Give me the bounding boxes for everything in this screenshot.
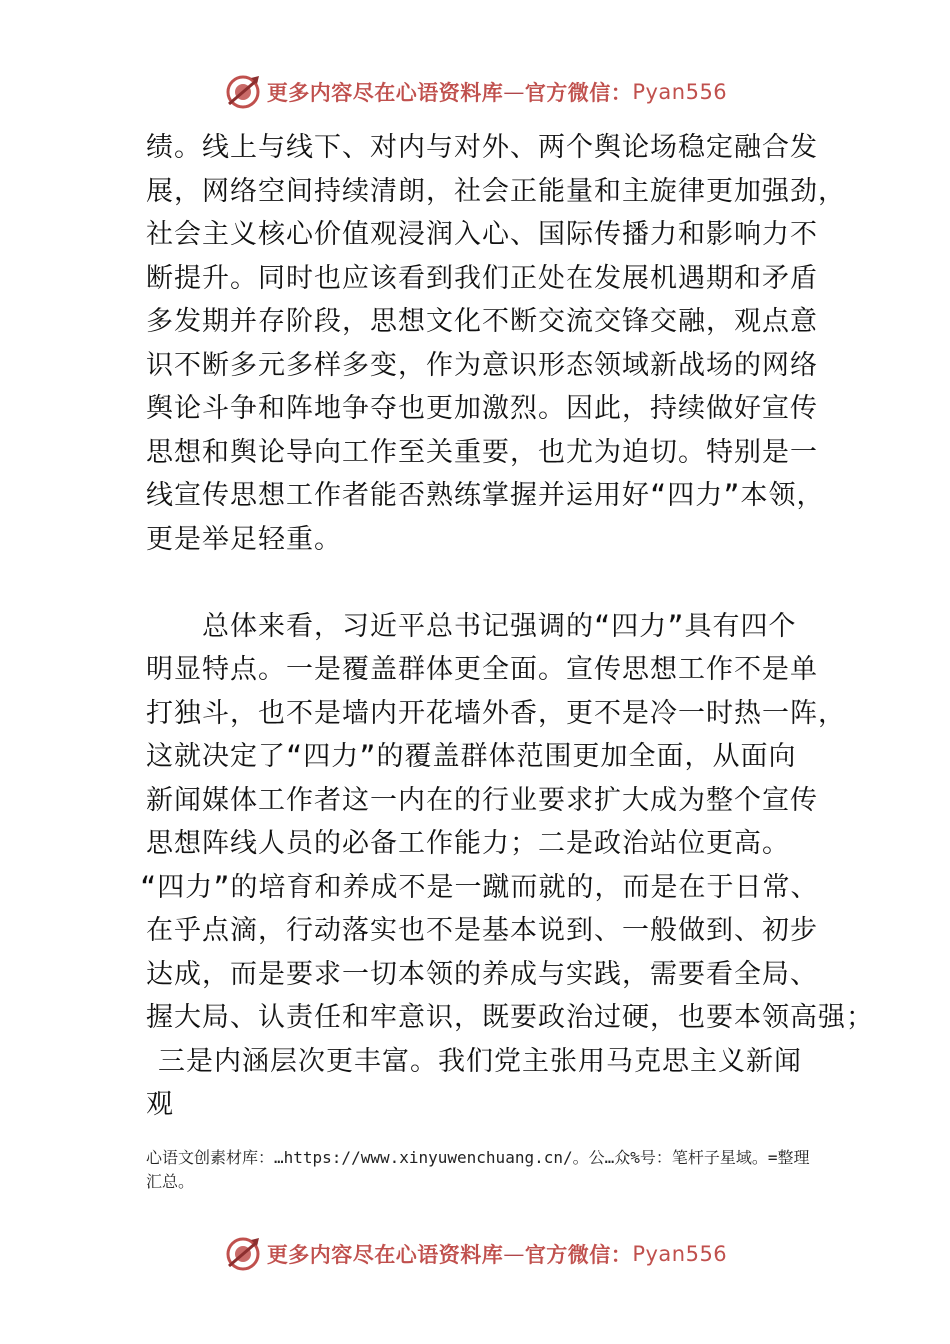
- paragraph-gap: [146, 561, 846, 605]
- paragraph-line: 线宣传思想工作者能否熟练掌握并运用好“四力”本领，: [146, 480, 825, 511]
- footnote-line: 心语文创素材库：…https://www.xinyuwenchuang.cn/。公…众%号：笔杆子星域。=整理: [146, 1148, 810, 1167]
- wechat-label: 官方微信：: [524, 80, 633, 105]
- paragraph-line: 这就决定了“四力”的覆盖群体范围更加全面，从面向: [146, 741, 797, 772]
- paragraph-line: 断提升。同时也应该看到我们正处在发展机遇期和矛盾: [146, 262, 818, 294]
- footer-banner: [0, 1232, 950, 1276]
- paragraph-line: 打独斗，也不是墙内开花墙外香，更不是冷一时热一阵，: [146, 697, 846, 729]
- document-body: [140, 126, 874, 1127]
- paragraph-line: 社会主义核心价值观浸润入心、国际传播力和影响力不: [146, 219, 818, 250]
- footnote-line: 汇总。: [146, 1172, 195, 1191]
- header-banner: [0, 70, 950, 114]
- paragraph-line: 在乎点滴，行动落实也不是基本说到、一般做到、初步: [146, 915, 818, 946]
- paragraph-line: 舆论斗争和阵地争夺也更加激烈。因此，持续做好宣传: [146, 393, 818, 424]
- banner-separator: —: [503, 1242, 525, 1266]
- paragraph-line: 识不断多元多样多变，作为意识形态领域新战场的网络: [146, 349, 818, 381]
- logo-icon: [223, 72, 263, 112]
- wechat-id: Pyan556: [632, 1242, 728, 1266]
- logo-icon: [223, 1234, 263, 1274]
- banner-separator: —: [503, 80, 525, 104]
- paragraph-line: 观: [146, 1089, 174, 1120]
- paragraph-line: 绩。线上与线下、对内与对外、两个舆论场稳定融合发: [146, 132, 818, 163]
- paragraph-line: 思想和舆论导向工作至关重要，也尤为迫切。特别是一: [146, 436, 818, 468]
- wechat-id: Pyan556: [632, 80, 728, 104]
- source-footnote: [146, 1146, 846, 1194]
- paragraph-line: 明显特点。一是覆盖群体更全面。宣传思想工作不是单: [146, 654, 818, 685]
- paragraph-line: 三是内涵层次更丰富。我们党主张用马克思主义新闻: [158, 1045, 802, 1077]
- paragraph-line: 总体来看，习近平总书记强调的“四力”具有四个: [202, 610, 797, 642]
- paragraph-line: 达成，而是要求一切本领的养成与实践，需要看全局、: [146, 958, 818, 990]
- paragraph-line: 新闻媒体工作者这一内在的行业要求扩大成为整个宣传: [146, 784, 818, 816]
- paragraph-line: 握大局、认责任和牢意识，既要政治过硬，也要本领高强；: [146, 1002, 874, 1033]
- paragraph-line: 展，网络空间持续清朗，社会正能量和主旋律更加强劲，: [146, 175, 846, 207]
- wechat-label: 官方微信：: [524, 1242, 633, 1267]
- paragraph-line: 更是举足轻重。: [146, 523, 342, 555]
- paragraph-line: 多发期并存阶段，思想文化不断交流交锋交融，观点意: [146, 306, 818, 337]
- paragraph-line: “四力”的培育和养成不是一蹴而就的，而是在于日常、: [140, 871, 819, 903]
- brand-text: 更多内容尽在心语资料库: [266, 80, 504, 105]
- paragraph-line: 思想阵线人员的必备工作能力；二是政治站位更高。: [146, 828, 790, 859]
- paragraph-1: [146, 126, 846, 561]
- brand-text: 更多内容尽在心语资料库: [266, 1242, 504, 1267]
- paragraph-2: [140, 605, 874, 1127]
